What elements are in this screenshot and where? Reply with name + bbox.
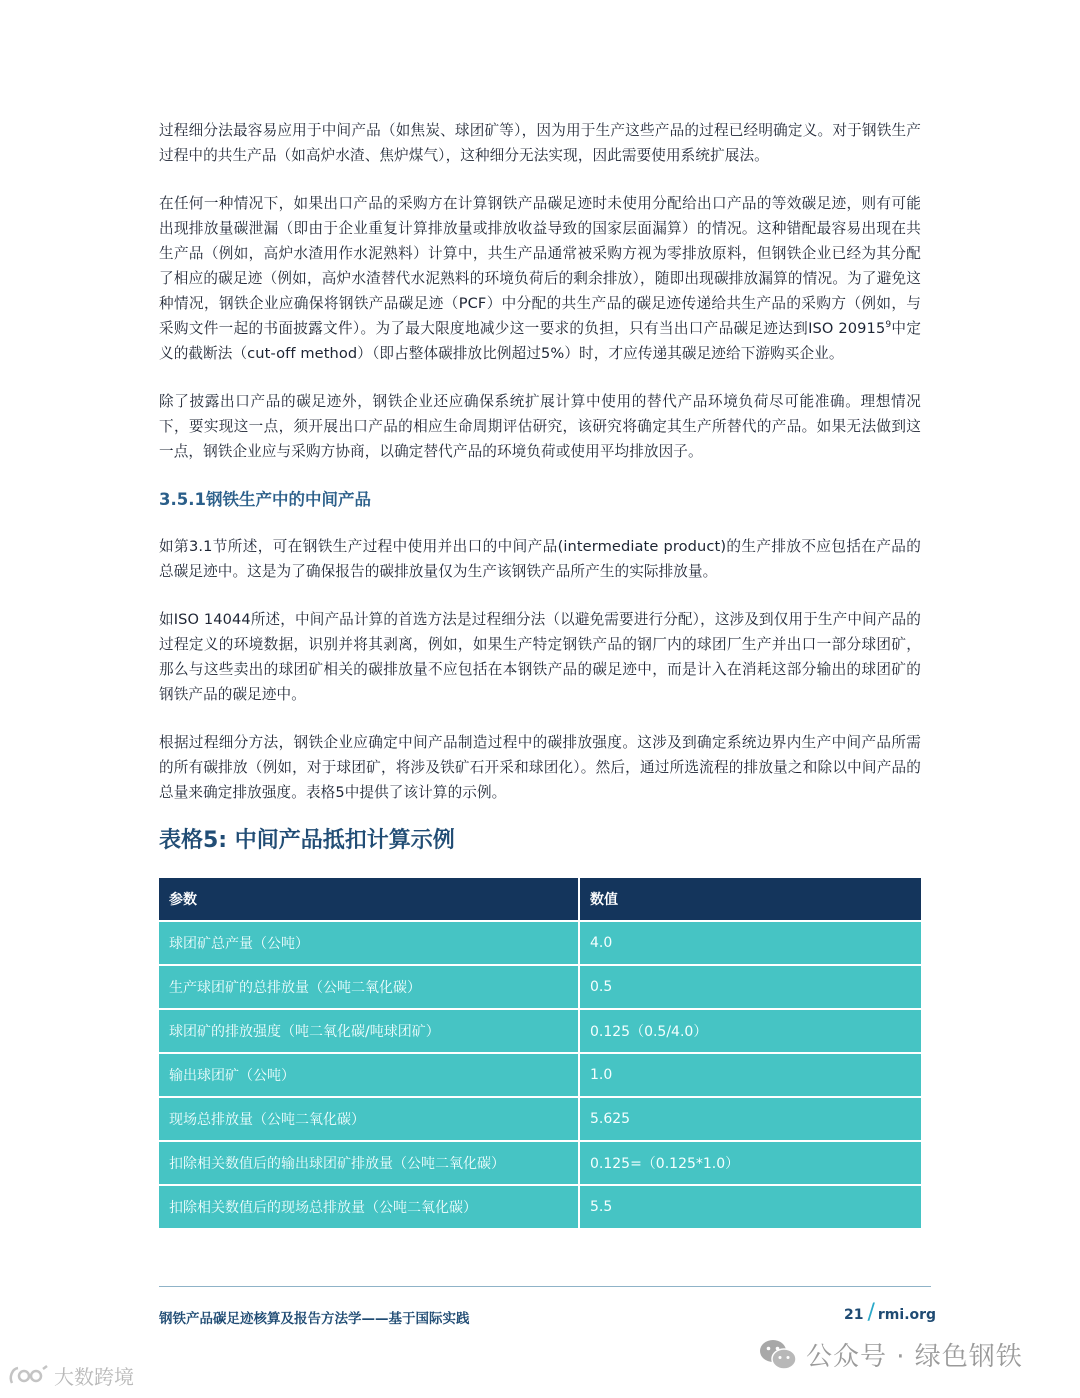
- footer-title: 钢铁产品碳足迹核算及报告方法学——基于国际实践: [159, 1311, 470, 1327]
- table-cell-value: 1.0: [579, 1053, 921, 1097]
- table-row: [159, 1053, 921, 1097]
- footer-divider: [159, 1286, 931, 1287]
- paragraph-4: 如第3.1节所述，可在钢铁生产过程中使用并出口的中间产品(intermediate product)的生产排放不应包括在产品的总碳足迹中。这是为了确保报告的碳排放量仅为生产该钢铁产品所产生的实际排放量。: [159, 538, 921, 580]
- corner-watermark-text: 大数跨境: [54, 1365, 134, 1389]
- paragraph-2-tail: 中定义的截断法（cut-off method）（即占整体碳排放比例超过5%）时，才应传递其碳足迹给下游购买企业。: [159, 320, 922, 362]
- page-number: 21: [844, 1306, 864, 1323]
- table-cell-value: 5.5: [579, 1185, 921, 1228]
- section-heading: 3.5.1钢铁生产中的中间产品: [159, 490, 371, 509]
- brand-logo-icon: [8, 1363, 50, 1389]
- footnote-ref-9[interactable]: 9: [885, 320, 892, 331]
- table-row: [159, 1185, 921, 1228]
- table-cell-parameter: 生产球团矿的总排放量（公吨二氧化碳）: [159, 965, 579, 1009]
- wechat-icon: [758, 1338, 798, 1372]
- table-row: [159, 1009, 921, 1053]
- paragraph-1: 过程细分法最容易应用于中间产品（如焦炭、球团矿等），因为用于生产这些产品的过程已经明确定义。对于钢铁生产过程中的共生产品（如高炉水渣、焦炉煤气），这种细分无法实现，因此需要使用系统扩展法。: [159, 122, 921, 164]
- header-parameter: 参数: [159, 878, 579, 921]
- paragraph-5: 如ISO 14044所述，中间产品计算的首选方法是过程细分法（以避免需要进行分配），这涉及到仅用于生产中间产品的过程定义的环境数据，识别并将其剥离，例如，如果生产特定钢铁产品的钢厂内的球团厂生产并出口一部分球团矿，那么与这些卖出的球团矿相关的碳排放量不应包括在本钢铁产品的碳足迹中，而是计入在消耗这部分输出的球团矿的钢铁产品的碳足迹中。: [159, 611, 921, 703]
- footer-page-info: [844, 1300, 937, 1325]
- table-cell-parameter: 输出球团矿（公吨）: [159, 1053, 579, 1097]
- corner-watermark: [8, 1361, 134, 1390]
- table-cell-value: 0.125=（0.125*1.0）: [579, 1141, 921, 1185]
- table-cell-parameter: 扣除相关数值后的输出球团矿排放量（公吨二氧化碳）: [159, 1141, 579, 1185]
- table-row: [159, 921, 921, 965]
- table-row: [159, 1097, 921, 1141]
- table-row: [159, 1141, 921, 1185]
- table-cell-value: 4.0: [579, 921, 921, 965]
- table-cell-parameter: 扣除相关数值后的现场总排放量（公吨二氧化碳）: [159, 1185, 579, 1228]
- paragraph-6: 根据过程细分方法，钢铁企业应确定中间产品制造过程中的碳排放强度。这涉及到确定系统边界内生产中间产品所需的所有碳排放（例如，对于球团矿，将涉及铁矿石开采和球团化）。然后，通过所选流程的排放量之和除以中间产品的总量来确定排放强度。表格5中提供了该计算的示例。: [159, 734, 921, 801]
- paragraph-2: [159, 191, 921, 366]
- calculation-table: [159, 878, 921, 1228]
- table-header-row: [159, 878, 921, 921]
- table-title: 表格5: 中间产品抵扣计算示例: [159, 828, 455, 853]
- table-cell-value: 5.625: [579, 1097, 921, 1141]
- table-cell-parameter: 球团矿总产量（公吨）: [159, 921, 579, 965]
- paragraph-3: 除了披露出口产品的碳足迹外，钢铁企业还应确保系统扩展计算中使用的替代产品环境负荷尽可能准确。理想情况下，要实现这一点，须开展出口产品的相应生命周期评估研究，该研究将确定其生产所替代的产品。如果无法做到这一点，钢铁企业应与采购方协商，以确定替代产品的环境负荷或使用平均排放因子。: [159, 393, 921, 460]
- header-value: 数值: [579, 878, 921, 921]
- table-cell-value: 0.125（0.5/4.0）: [579, 1009, 921, 1053]
- watermark-text: 公众号 · 绿色钢铁: [806, 1342, 1023, 1372]
- document-body: [159, 118, 921, 1228]
- table-row: [159, 965, 921, 1009]
- table-cell-parameter: 现场总排放量（公吨二氧化碳）: [159, 1097, 579, 1141]
- table-cell-value: 0.5: [579, 965, 921, 1009]
- paragraph-2-main: 在任何一种情况下，如果出口产品的采购方在计算钢铁产品碳足迹时未使用分配给出口产品的等效碳足迹，则有可能出现排放量碳泄漏（即由于企业重复计算排放量或排放收益导致的国家层面漏算）的情况。这种错配最容易出现在共生产品（例如，高炉水渣用作水泥熟料）计算中，共生产品通常被采购方视为零排放原料，但钢铁企业已经为其分配了相应的碳足迹（例如，高炉水渣替代水泥熟料的环境负荷后的剩余排放），随即出现碳排放漏算的情况。为了避免这种情况，钢铁企业应确保将钢铁产品碳足迹（PCF）中分配的共生产品的碳足迹传递给共生产品的采购方（例如，与采购文件一起的书面披露文件）。为了最大限度地减少这一要求的负担，只有当出口产品碳足迹达到ISO 20915: [159, 195, 921, 337]
- table-cell-parameter: 球团矿的排放强度（吨二氧化碳/吨球团矿）: [159, 1009, 579, 1053]
- site-link[interactable]: rmi.org: [877, 1306, 937, 1323]
- slash-divider-icon: /: [867, 1300, 875, 1325]
- wechat-watermark: [758, 1336, 1023, 1373]
